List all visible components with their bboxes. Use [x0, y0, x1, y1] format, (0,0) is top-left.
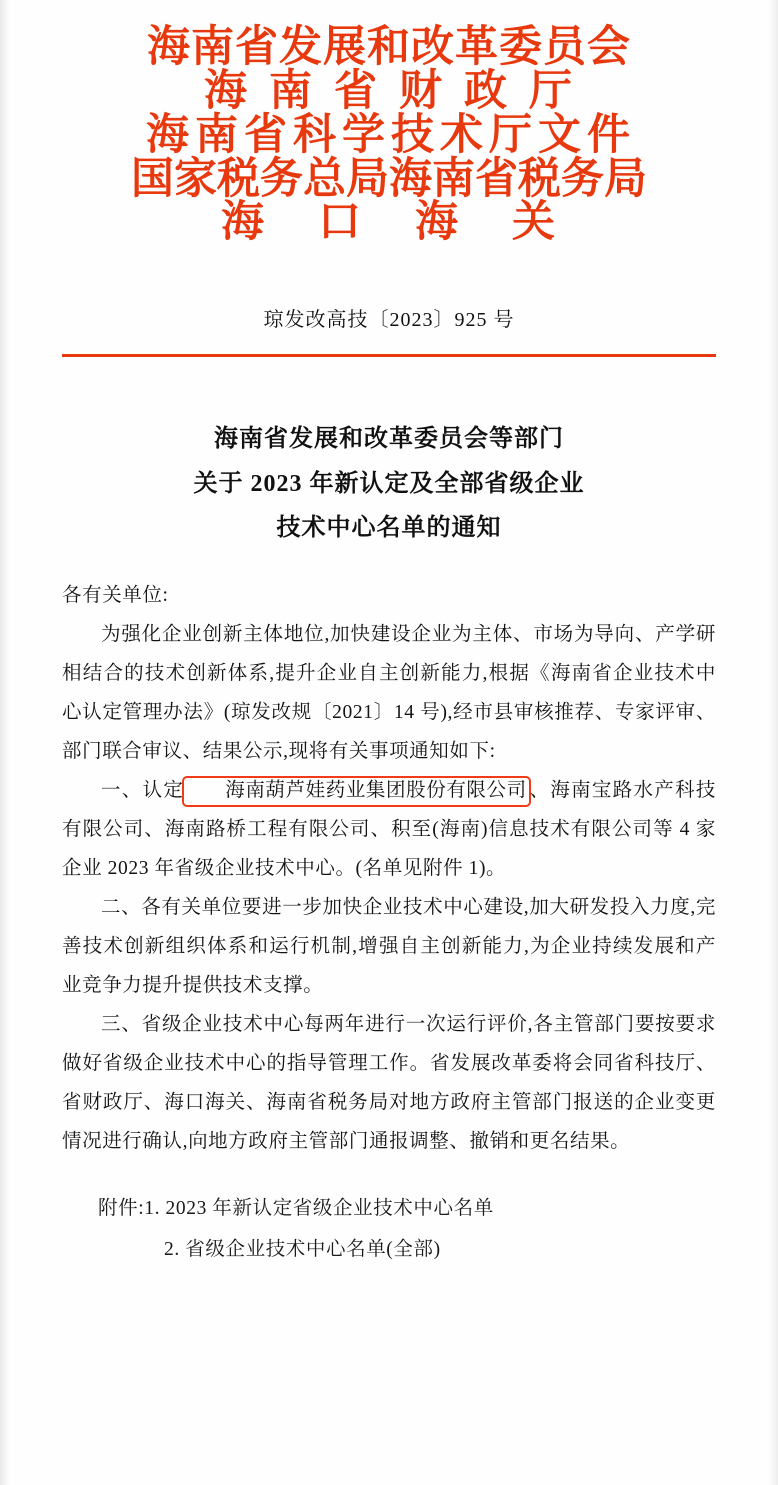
body-item-1-prefix: 一、认定: [101, 780, 185, 802]
page-title: [62, 417, 716, 550]
salutation: 各有关单位:: [62, 585, 169, 607]
page-title-line-3: 技术中心名单的通知: [276, 515, 502, 542]
letterhead-line-3: 海南省科学技术厅文件: [146, 109, 636, 160]
body-item-1: [62, 771, 716, 888]
attachment-line-1: 附件:1. 2023 年新认定省级企业技术中心名单: [98, 1198, 494, 1220]
letterhead-line-4: 国家税务总局海南省税务局: [131, 153, 647, 204]
page-edge-right: [768, 0, 778, 1485]
letterhead: [62, 0, 716, 248]
letterhead-line-5: 海口海关: [221, 197, 609, 248]
page-title-line-1: 海南省发展和改革委员会等部门: [214, 426, 564, 453]
page-title-line-2: 关于 2023 年新认定及全部省级企业: [193, 470, 585, 497]
body-item-3: 三、省级企业技术中心每两年进行一次运行评价,各主管部门要按要求做好省级企业技术中心的指导管理工作。省发展改革委将会同省科技厅、省财政厅、海口海关、海南省税务局对地方政府主管部门报送的企业变更情况进行确认,向地方政府主管部门通报调整、撤销和更名结果。: [62, 1014, 716, 1153]
letterhead-line-1: 海南省发展和改革委员会: [147, 22, 631, 72]
red-divider-rule: [62, 354, 716, 357]
document-number: 琼发改高技〔2023〕925 号: [263, 309, 515, 332]
body-paragraph-1: 为强化企业创新主体地位,加快建设企业为主体、市场为导向、产学研相结合的技术创新体系,提升企业自主创新能力,根据《海南省企业技术中心认定管理办法》(琼发改规〔2021〕14 号),经市县审核推荐、专家评审、部门联合审议、结果公示,现将有关事项通知如下:: [62, 624, 716, 763]
letterhead-line-2: 海南省财政厅: [204, 65, 594, 116]
attachments-block: [62, 1189, 716, 1271]
body-item-2: 二、各有关单位要进一步加快企业技术中心建设,加大研发投入力度,完善技术创新组织体系和运行机制,增强自主创新能力,为企业持续发展和产业竞争力提升提供技术支撑。: [62, 897, 716, 997]
page-edge-left: [0, 0, 10, 1485]
document-body: [62, 576, 716, 1161]
highlighted-company-name: 海南葫芦娃药业集团股份有限公司: [182, 776, 531, 806]
body-item-1-suffix: 、海南宝路水产科技有限公司、海南路桥工程有限公司、积至(海南)信息技术有限公司等 4 家企业 2023 年省级企业技术中心。(名单见附件 1)。: [62, 780, 716, 880]
attachment-line-2: 2. 省级企业技术中心名单(全部): [164, 1239, 441, 1261]
